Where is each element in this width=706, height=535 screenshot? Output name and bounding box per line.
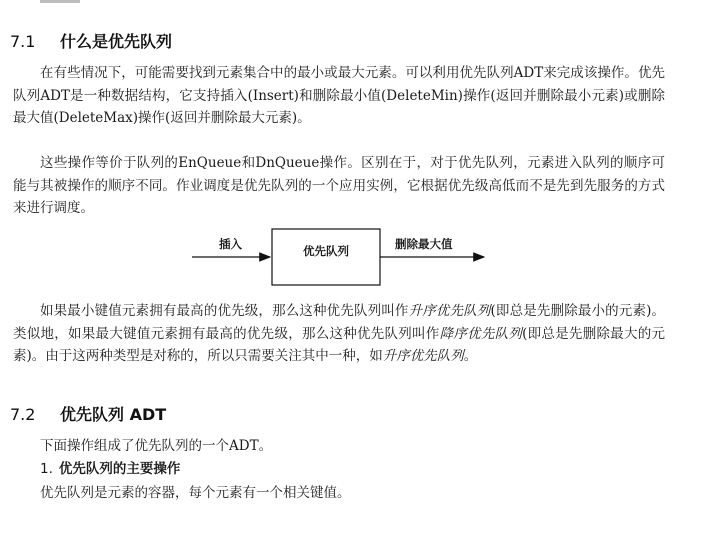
section-heading-7-2	[10, 405, 166, 425]
paragraph-intro: 在有些情况下，可能需要找到元素集合中的最小或最大元素。可以利用优先队列ADT来完成该操作。优先队列ADT是一种数据结构，它支持插入(Insert)和删除最小值(DeleteMin)操作(返回并删除最小元素)或删除最大值(DeleteMax)操作(返回并删除最大元素)。	[13, 65, 665, 126]
term-descending-queue: 降序优先队列	[439, 325, 523, 342]
section-number: 7.1	[10, 32, 36, 51]
term-ascending-queue: 升序优先队列	[408, 303, 491, 319]
subheading-main-operations	[40, 459, 180, 479]
p3-text-a: 如果最小键值元素拥有最高的优先级，那么这种优先队列叫作	[40, 303, 409, 319]
p3-text-b: (即总是先删除最小的元素)。类似地，如果最大键值元素拥有最高的优先级，那么这种优先队列叫作	[13, 303, 666, 342]
section-title: 什么是优先队列	[60, 32, 173, 51]
queue-box-label: 优先队列	[303, 244, 349, 258]
container-description-line: 优先队列是元素的容器，每个元素有一个相关键值。	[40, 485, 351, 501]
term-ascending-queue-2: 升序优先队列	[382, 348, 464, 364]
adt-intro-line: 下面操作组成了优先队列的一个ADT。	[40, 438, 273, 454]
delete-max-label: 删除最大值	[395, 237, 453, 251]
paragraph-operations: 这些操作等价于队列的EnQueue和DnQueue操作。区别在于，对于优先队列，元素进入队列的顺序可能与其被操作的顺序不同。作业调度是优先队列的一个应用实例，它根据优先级高低而不是先到先服务的方式来进行调度。	[13, 155, 665, 216]
paragraph-ascending-descending	[13, 300, 665, 368]
section-title-2: 优先队列 ADT	[60, 405, 167, 424]
priority-queue-diagram	[0, 225, 706, 295]
p3-text-c: (即总是先删除最大的元素)。由于这两种类型是对称的，所以只需要关注其中一种，如	[13, 325, 665, 364]
section-number-2: 7.2	[10, 405, 36, 424]
subheading-number: 1.	[40, 461, 53, 477]
p3-text-d: 。	[463, 348, 478, 364]
section-heading-7-1	[10, 32, 172, 52]
insert-label: 插入	[219, 237, 242, 251]
subheading-title: 优先队列的主要操作	[58, 461, 181, 477]
top-rule	[40, 0, 80, 3]
diagram-drawing	[0, 225, 706, 295]
